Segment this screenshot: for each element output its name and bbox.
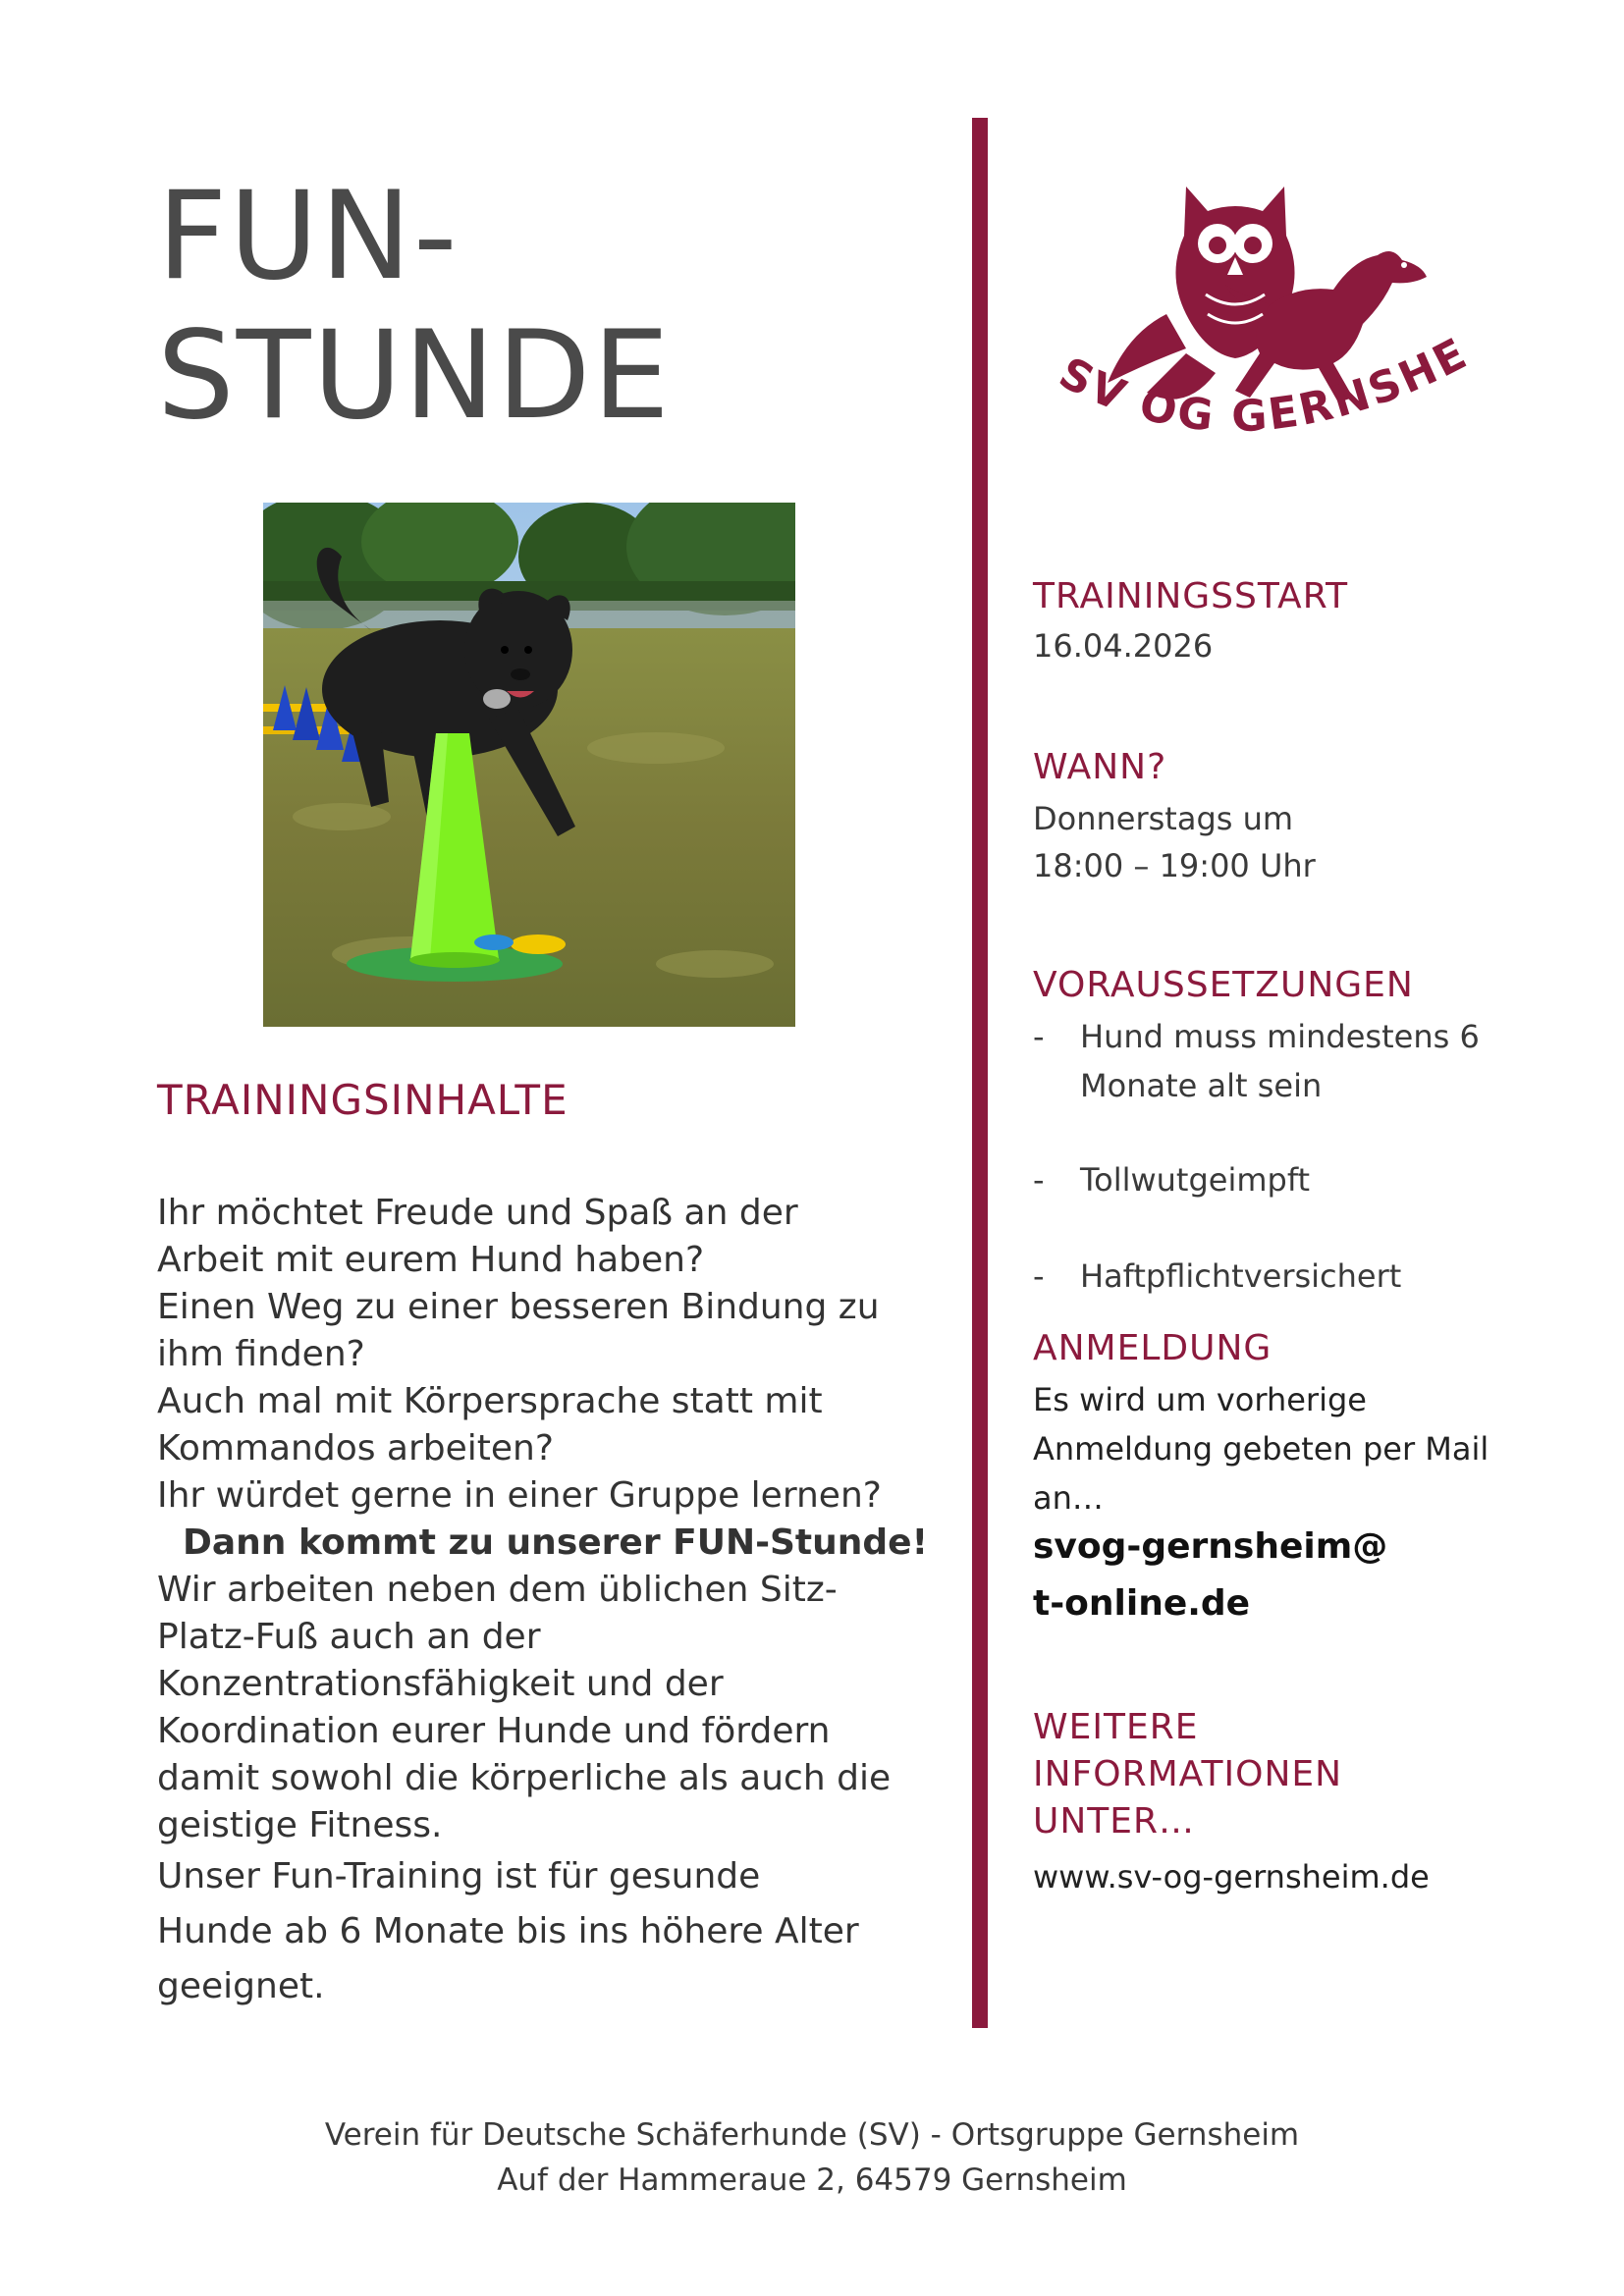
text-line: Ihr möchtet Freude und Spaß an der [157, 1193, 798, 1233]
requirement-item-continued: Monate alt sein [1080, 1067, 1323, 1104]
call-to-action-line: Dann kommt zu unserer FUN-Stunde! [183, 1522, 929, 1563]
text-line: Koordination eurer Hunde und fördern [157, 1711, 831, 1751]
registration-text-line: Anmeldung gebeten per Mail [1033, 1430, 1489, 1468]
registration-email-part-1[interactable]: svog-gernsheim@ [1033, 1526, 1388, 1567]
text-line: geistige Fitness. [157, 1805, 443, 1845]
text-line: Arbeit mit eurem Hund haben? [157, 1240, 705, 1280]
training-content-text [157, 1190, 929, 2014]
training-content-heading: TRAININGSINHALTE [157, 1076, 568, 1124]
registration-heading: ANMELDUNG [1033, 1328, 1272, 1368]
registration-text-line: an… [1033, 1479, 1104, 1517]
more-info-heading-line: INFORMATIONEN [1033, 1754, 1343, 1794]
requirement-item: - Haftpflichtversichert [1033, 1253, 1624, 1300]
footer-club-name: Verein für Deutsche Schäferhunde (SV) - Ortsgruppe Gernsheim [324, 2117, 1300, 2153]
text-line: ihm finden? [157, 1334, 365, 1374]
text-line: Unser Fun-Training ist für gesunde [157, 1856, 761, 1896]
when-day: Donnerstags um [1033, 800, 1294, 837]
text-line: Platz-Fuß auch an der [157, 1617, 541, 1657]
vertical-divider [972, 118, 988, 2028]
requirements-heading: VORAUSSETZUNGEN [1033, 965, 1414, 1005]
more-info-heading-line: UNTER… [1033, 1801, 1196, 1842]
requirement-item: - Hund muss mindestens 6 [1033, 1013, 1624, 1060]
club-logo [1039, 167, 1481, 491]
text-line: Hunde ab 6 Monate bis ins höhere Alter [157, 1911, 859, 1951]
more-info-heading-line: WEITERE [1033, 1707, 1199, 1747]
text-line: Kommandos arbeiten? [157, 1428, 554, 1468]
more-info-heading [1033, 1704, 1342, 1845]
footer [0, 2112, 1624, 2203]
logo-text: SV OG GERNSHE [1051, 328, 1478, 443]
text-line: geeignet. [157, 1966, 325, 2006]
training-start-date: 16.04.2026 [1033, 627, 1214, 665]
title-line-1: FUN- [157, 166, 460, 307]
registration-email-part-2[interactable]: t-online.de [1033, 1583, 1251, 1624]
text-line: Auch mal mit Körpersprache statt mit [157, 1381, 823, 1421]
text-line: damit sowohl die körperliche als auch die [157, 1758, 892, 1798]
dog-photo [263, 503, 795, 1027]
title-line-2: STUNDE [157, 305, 672, 447]
owl-and-dog-logo-icon [1039, 167, 1481, 491]
when-heading: WANN? [1033, 747, 1167, 787]
registration-text-line: Es wird um vorherige [1033, 1381, 1367, 1418]
text-line: Ihr würdet gerne in einer Gruppe lernen? [157, 1475, 882, 1516]
website-link[interactable]: www.sv-og-gernsheim.de [1033, 1858, 1430, 1896]
page-title [157, 167, 672, 446]
when-time: 18:00 – 19:00 Uhr [1033, 847, 1316, 884]
text-line: Wir arbeiten neben dem üblichen Sitz- [157, 1570, 838, 1610]
training-start-heading: TRAININGSSTART [1033, 576, 1349, 616]
text-line: Konzentrationsfähigkeit und der [157, 1664, 724, 1704]
text-line: Einen Weg zu einer besseren Bindung zu [157, 1287, 880, 1327]
requirement-item: - Tollwutgeimpft [1033, 1156, 1624, 1203]
footer-address: Auf der Hammeraue 2, 64579 Gernsheim [497, 2163, 1127, 2198]
